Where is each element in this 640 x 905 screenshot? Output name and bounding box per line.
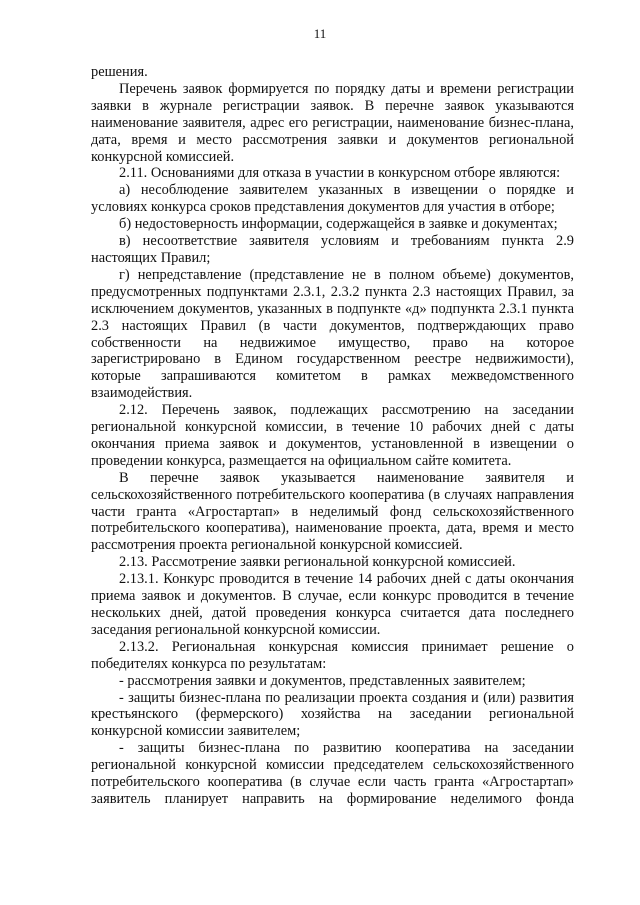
document-body (91, 64, 574, 808)
paragraph-continuation: решения. (91, 64, 148, 80)
paragraph-2-11: 2.11. Основаниями для отказа в участии в конкурсном отборе являются: (119, 165, 561, 182)
paragraph-applications-list: Перечень заявок формируется по порядку даты и времени регистрации заявки в журнале регистрации заявок. В перечне заявок указываются наименование заявителя, адрес его регистрации, наименование бизнес-плана, дата, время и место рассмотрения заявки и документов региональной конкурсной комиссией. (91, 80, 574, 165)
paragraph-2-12: 2.12. Перечень заявок, подлежащих рассмотрению на заседании региональной конкурсной комиссии, в течение 10 рабочих дней с даты окончания приема заявок и документов, установленной в извещении о проведении конкурса, размещается на официальном сайте комитета. (91, 402, 574, 469)
list-item-farm-business-plan: - защиты бизнес-плана по реализации проекта создания и (или) развития крестьянского (фермерского) хозяйства на заседании региональной конкурсной комиссии заявителем; (91, 689, 574, 740)
paragraph-2-11-g: г) непредставление (представление не в полном объеме) документов, предусмотренных подпунктами 2.3.1, 2.3.2 пункта 2.3 настоящих Правил, за исключением документов, указанных в подпункте «д» подпункта 2.3.1 пункта 2.3 настоящих Правил (в части документов, подтверждающих право собственности на недвижимое имущество, право на которое зарегистрировано в Едином государственном реестре недвижимости), которые запрашиваются комитетом в рамках межведомственного взаимодействия. (91, 266, 574, 402)
page-number: 11 (313, 26, 327, 41)
paragraph-2-13: 2.13. Рассмотрение заявки региональной конкурсной комиссией. (119, 554, 516, 571)
paragraph-2-11-b: б) недостоверность информации, содержащейся в заявке и документах; (119, 216, 558, 233)
list-item-review: - рассмотрения заявки и документов, представленных заявителем; (119, 672, 526, 689)
paragraph-2-13-2: 2.13.2. Региональная конкурсная комиссия принимает решение о победителях конкурса по результатам: (91, 638, 574, 672)
paragraph-2-12-list-contents: В перечне заявок указывается наименование заявителя и сельскохозяйственного потребительского кооператива (в случаях направления части гранта «Агростартап» в неделимый фонд сельскохозяйственного потребительского кооператива), наименование проекта, дата, время и место рассмотрения проекта региональной конкурсной комиссией. (91, 469, 574, 554)
paragraph-2-13-1: 2.13.1. Конкурс проводится в течение 14 рабочих дней с даты окончания приема заявок и документов. В случае, если конкурс проводится в течение нескольких дней, датой проведения конкурса считается дата последнего заседания региональной конкурсной комиссии. (91, 571, 574, 638)
paragraph-2-11-a: а) несоблюдение заявителем указанных в извещении о порядке и условиях конкурса сроков представления документов для участия в отборе; (91, 182, 574, 216)
paragraph-2-11-v: в) несоответствие заявителя условиям и требованиям пункта 2.9 настоящих Правил; (91, 233, 574, 266)
list-item-cooperative-business-plan: - защиты бизнес-плана по развитию кооператива на заседании региональной конкурсной комиссии председателем сельскохозяйственного потребительского кооператива (в случае если часть гранта «Агростартап» заявитель планирует направить на формирование неделимого фонда (91, 740, 574, 807)
